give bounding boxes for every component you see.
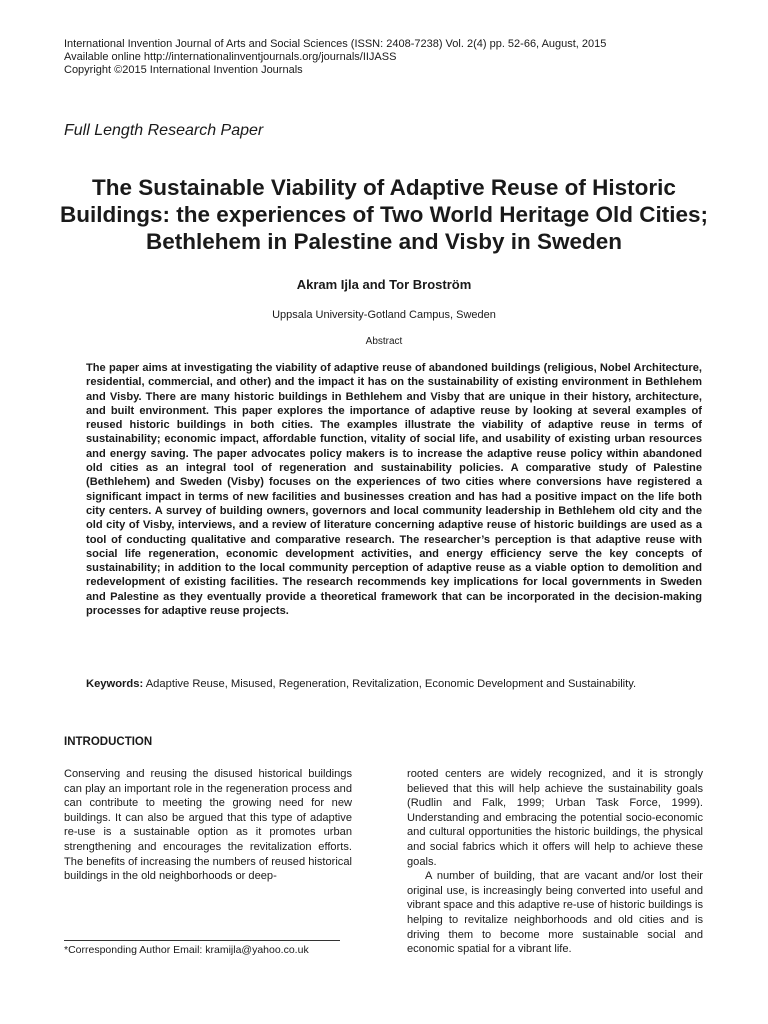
left-column-paragraph: Conserving and reusing the disused historical buildings can play an important role in the regeneration process and can contribute to meeting the growing need for new buildings. It can also be argued that this type of adaptive re-use is a sustainable option as it promotes urban strengthening and encourages the revitalization efforts. The benefits of increasing the numbers of reused historical buildings in the old neighborhoods or deep- — [64, 768, 352, 883]
affiliation: Uppsala University-Gotland Campus, Sweden — [272, 309, 496, 321]
keywords — [86, 677, 702, 691]
paper-type: Full Length Research Paper — [64, 122, 264, 139]
footnote-divider — [64, 940, 340, 941]
journal-header — [64, 38, 606, 77]
left-column — [64, 767, 352, 884]
section-heading-introduction: INTRODUCTION — [64, 736, 153, 748]
journal-copyright: Copyright ©2015 International Invention Journals — [64, 64, 303, 76]
abstract-heading: Abstract — [365, 336, 403, 347]
right-column — [407, 767, 703, 957]
abstract-text: The paper aims at investigating the viability of adaptive reuse of abandoned buildings (religious, Nobel Architecture, residential, commercial, and other) and the impact it has on the sustainability of existing environment in Bethlehem and Visby. There are many historic buildings in Bethlehem and Visby that are unique in their history, architecture, and built environment. This paper explores the importance of adaptive reuse by looking at several examples of reused historic buildings in both cities. The examples illustrate the viability of adaptive reuse in terms of sustainability; economic impact, affordable function, vitality of social life, and usability of existing urban resources and energy saving. The paper advocates policy makers is to increase the adaptive reuse policy within abandoned old cities as an integral tool of regeneration and sustainability policies. A comparative study of Palestine (Bethlehem) and Sweden (Visby) focuses on the experiences of two cities where conversions have registered a significant impact in terms of new facilities and businesses creation and has had a positive impact on the life both city centers. A survey of building owners, governors and local community leadership in Bethlehem old city and the old city of Visby, interviews, and a review of literature concerning adaptive reuse of historic buildings are used as a tool of conducting qualitative and comparative research. The researcher’s perception is that adaptive reuse with social life regeneration, economic development activities, and energy efficiency serve the key concepts of sustainability; in addition to the local community perception of adaptive reuse as a viable option to demolition and redevelopment of existing facilities. The research recommends key implications for local governments in Sweden and Palestine as they eventually provide a theoretical framework that can be incorporated in the decision-making processes for adaptive reuse projects. — [86, 362, 702, 618]
authors: Akram Ijla and Tor Broström — [296, 277, 472, 292]
right-column-paragraph-2: A number of building, that are vacant and/or lost their original use, is increasingly being converted into useful and vibrant space and this adaptive re-use of historic buildings is helping to revitalize neighborhoods and old cities and is driving them to become more sustainable social and economic spatial for a vibrant life. — [407, 870, 703, 956]
corresponding-author-footnote: *Corresponding Author Email: kramijla@yahoo.co.uk — [64, 944, 309, 956]
journal-url: Available online http://internationalinventjournals.org/journals/IIJASS — [64, 51, 397, 63]
journal-citation: International Invention Journal of Arts and Social Sciences (ISSN: 2408-7238) Vol. 2(4) pp. 52-66, August, 2015 — [64, 38, 607, 50]
paper-title: The Sustainable Viability of Adaptive Reuse of Historic Buildings: the experiences of Two World Heritage Old Cities; Bethlehem in Palestine and Visby in Sweden — [59, 175, 708, 254]
right-column-paragraph-1: rooted centers are widely recognized, and it is strongly believed that this will help achieve the sustainability goals (Rudlin and Falk, 1999; Urban Task Force, 1999). Understanding and embracing the potential socio-economic and cultural opportunities the historic buildings, the physical and social fabrics which it offers will help to achieve these goals. — [407, 768, 703, 868]
keywords-text: Adaptive Reuse, Misused, Regeneration, Revitalization, Economic Development and Sustainability. — [145, 678, 637, 690]
keywords-label: Keywords: — [86, 678, 144, 690]
